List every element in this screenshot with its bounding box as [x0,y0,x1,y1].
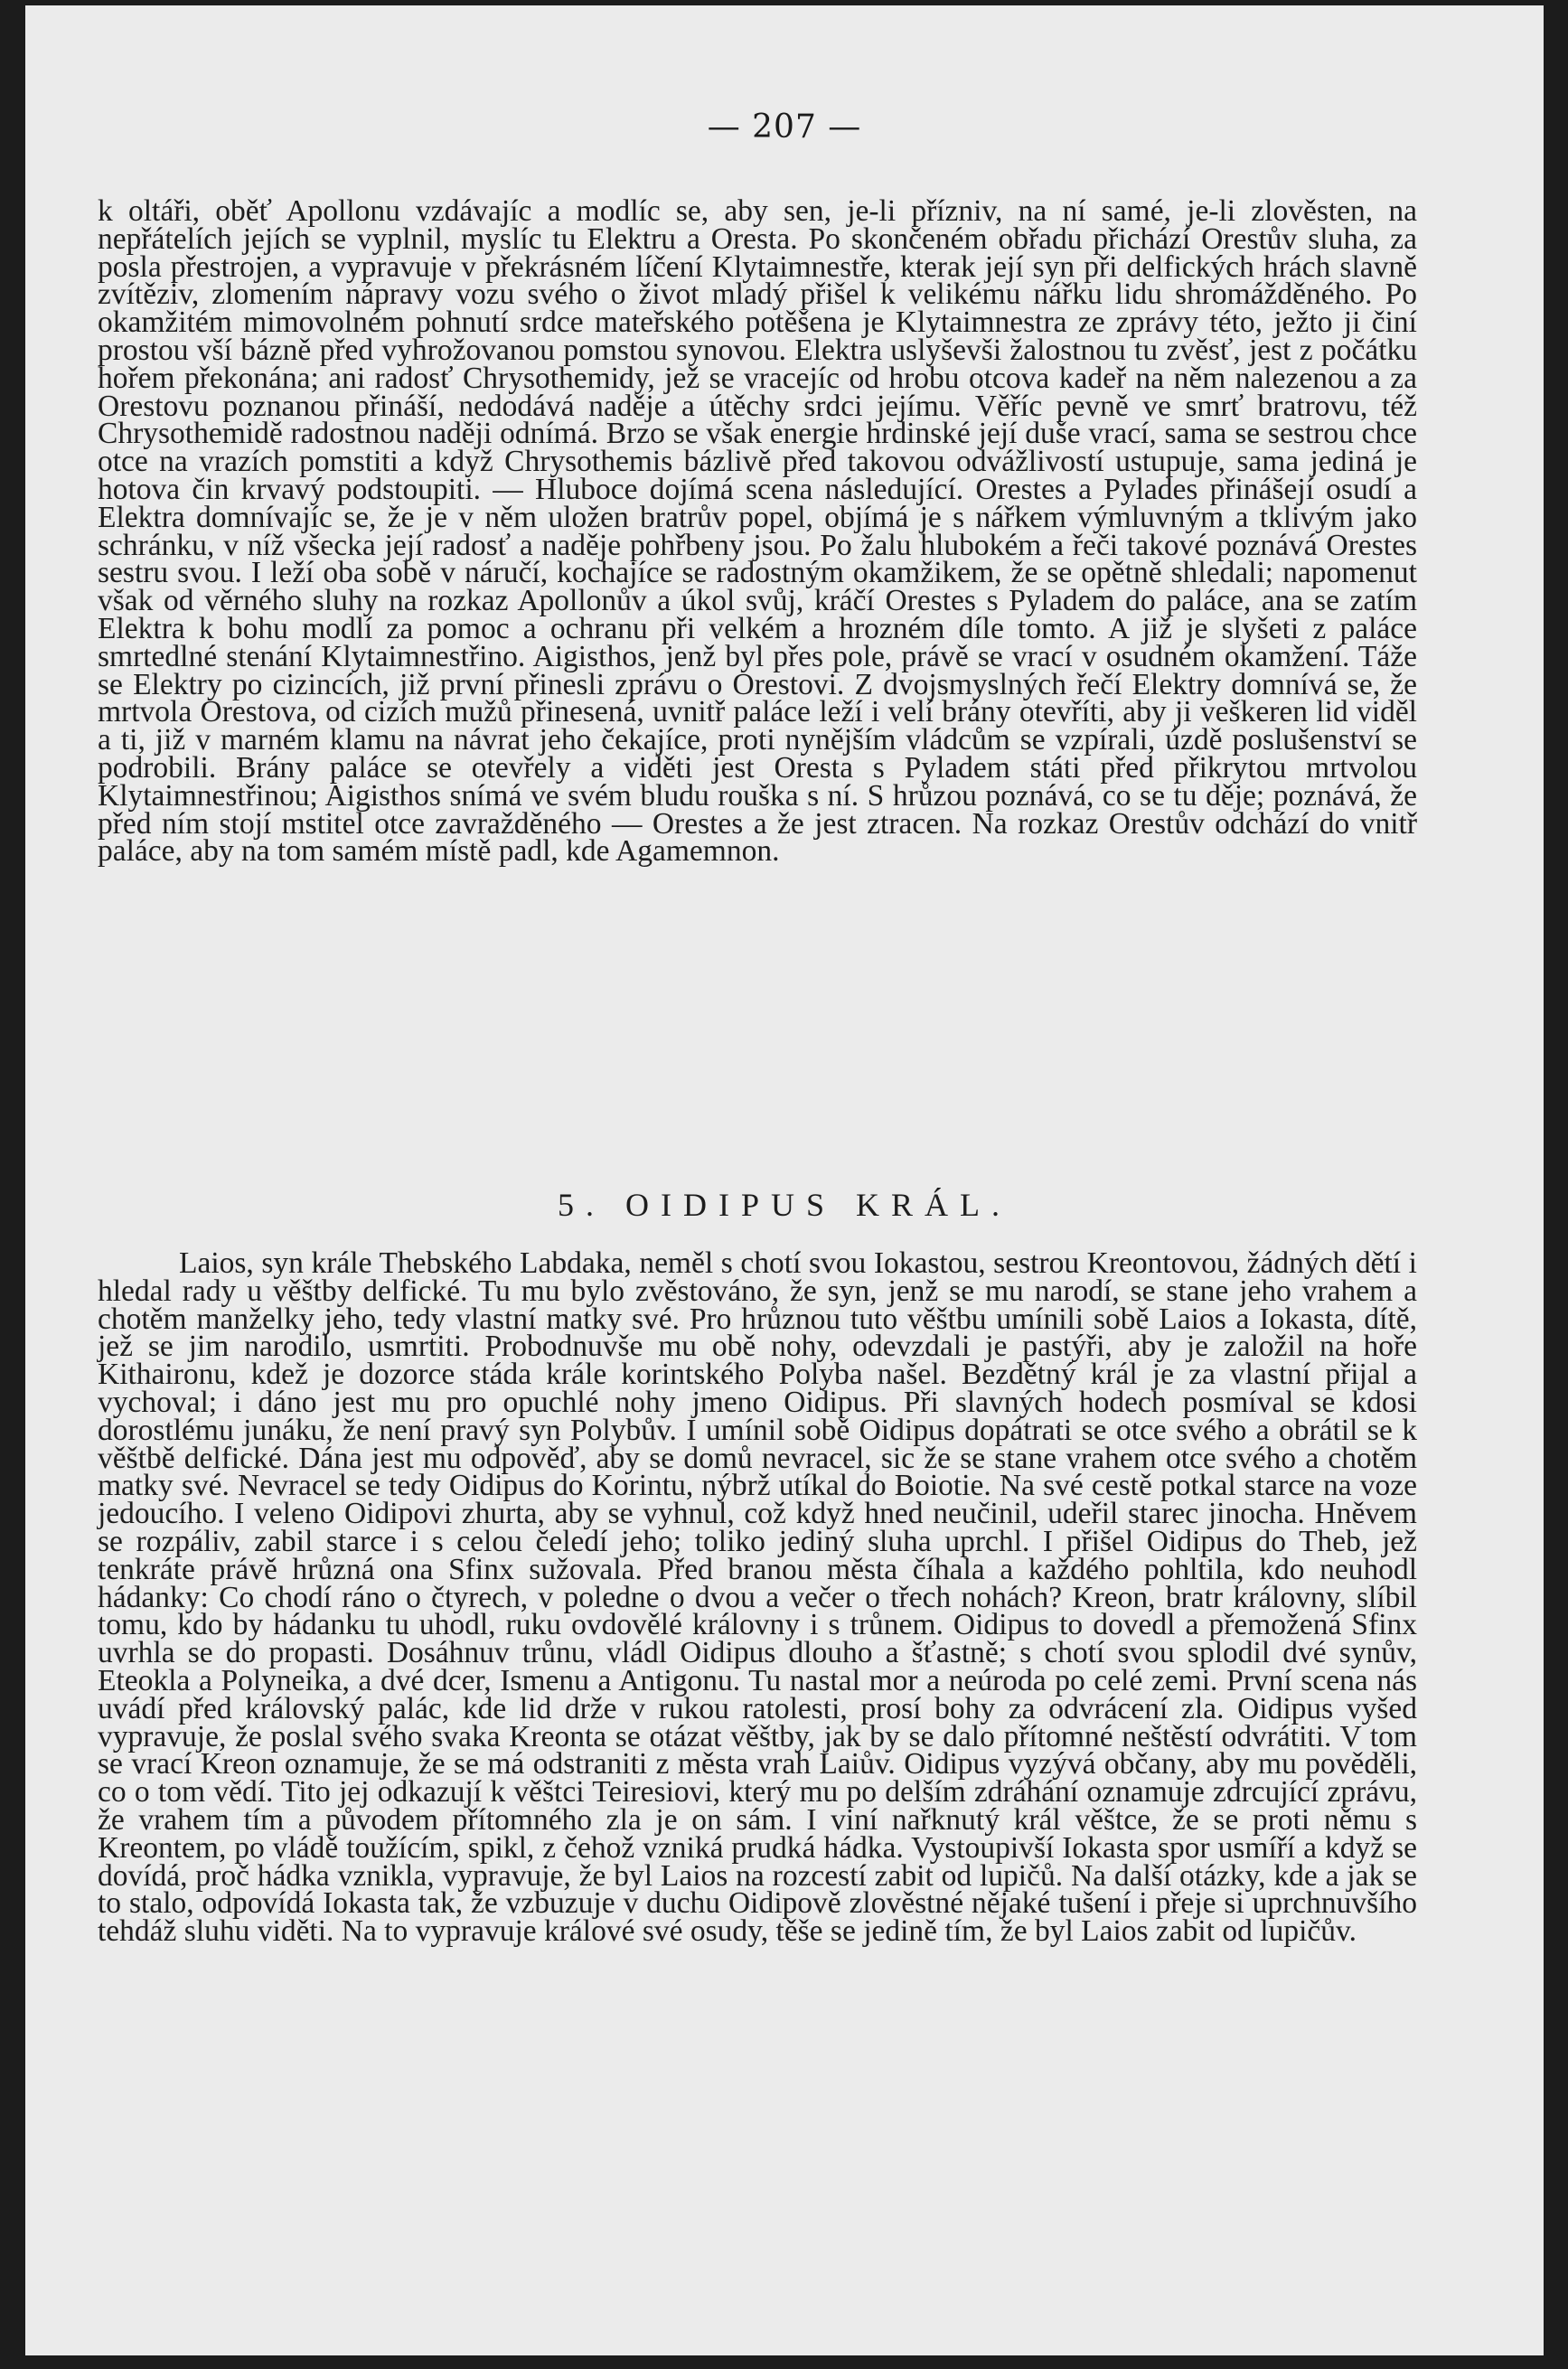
oedipus-summary-paragraph [98,1246,1417,1949]
paragraph-text: k oltáři, oběť Apollonu vzdávajíc a modlíc se, aby sen, je-li přízniv, na ní samé, je-li zlověsten, na nepřátelích jejích se vyplnil, myslíc tu Elektru a Oresta. Po skončeném obřadu přichází Orestův sluha, za posla přestrojen, a vypravuje v překrásném líčení Klytaimnestře, kterak její syn při delfických hrách slavně zvítěziv, zlomením nápravy vozu svého o život mladý přišel k velikému nářku lidu shromážděného. Po okamžitém mimovolném pohnutí srdce mateřského potěšena je Klytaimnestra ze zprávy této, ježto ji činí prostou vší bázně před vyhrožovanou pomstou synovou. Elektra uslyševši žalostnou tu zvěsť, jest z počátku hořem překonána; ani radosť Chrysothemidy, jež se vracejíc od hrobu otcova kadeř na něm nalezenou a za Orestovu poznanou přináší, nedodává naděje a útěchy srdci jejímu. Věříc pevně ve smrť bratrovu, též Chrysothemidě radostnou naději odnímá. Brzo se však energie hrdinské její duše vrací, sama se sestrou chce otce na vrazích pomstiti a když Chrysothemis bázlivě před takovou odvážlivostí ustupuje, sama jediná je hotova čin krvavý podstoupiti. — Hluboce dojímá scena následující. Orestes a Pylades přinášejí osudí a Elektra domnívajíc se, že je v něm uložen bratrův popel, objímá je s nářkem výmluvným a tklivým jako schránku, v níž všecka její radosť a naděje pohřbeny jsou. Po žalu hlubokém a řeči takové poznává Orestes sestru svou. I leží oba sobě v náručí, kochajíce se radostným okamžikem, že se opětně shledali; napomenut však od věrného sluhy na rozkaz Apollonův a úkol svůj, kráčí Orestes s Pyladem do paláce, ana se zatím Elektra k bohu modlí za pomoc a ochranu při velkém a hrozném díle tomto. A již je slyšeti z paláce smrtedlné stenání Klytaimnestřino. Aigisthos, jenž byl přes pole, právě se vrací v osudném okamžení. Táže se Elektry po cizincích, již první přinesli zprávu o Orestovi. Z dvojsmyslných řečí Elektry domnívá se, že mrtvola Orestova, od cizích mužů přinesená, uvnitř paláce leží i velí brány otevříti, aby ji veškeren lid viděl a ti, již v marném klamu na návrat jeho čekajíce, proti nynějším vládcům se vzpírali, úzdě poslušenství se podrobili. Brány paláce se otevřely a viděti jest Oresta s Pyladem státi před přikrytou mrtvolou Klytaimnestřinou; Aigisthos snímá ve svém bludu rouška s ní. S hrůzou poznává, co se tu děje; poznává, že před ním stojí mstitel otce zavražděného — Orestes a že jest ztracen. Na rozkaz Orestův odchází do vnitř paláce, aby na tom samém místě padl, kde Agamemnon. [98,194,1417,869]
paragraph-text: Laios, syn krále Thebského Labdaka, neměl s chotí svou Iokastou, sestrou Kreontovou, žádných dětí i hledal rady u věštby delfické. Tu mu bylo zvěstováno, že syn, jenž se mu narodí, se stane jeho vrahem a chotěm manželky jeho, tedy vlastní matky své. Pro hrůznou tuto věštbu umínili sobě Laios a Iokasta, dítě, jež se jim narodilo, usmrtiti. Probodnuvše mu obě nohy, odevzdali je pastýři, aby je založil na hoře Kithaironu, kdež je dozorce stáda krále korintského Polyba našel. Bezdětný král je za vlastní přijal a vychoval; i dáno jest mu pro opuchlé nohy jmeno Oidipus. Při slavných hodech posmíval se kdosi dorostlému junáku, že není pravý syn Polybův. I umínil sobě Oidipus dopátrati se otce svého a obrátil se k věštbě delfické. Dána jest mu odpověď, aby se domů nevracel, sic že se stane vrahem otce svého a chotěm matky své. Nevracel se tedy Oidipus do Korintu, nýbrž utíkal do Boiotie. Na své cestě potkal starce na voze jedoucího. I veleno Oidipovi zhurta, aby se vyhnul, což když hned neučinil, udeřil starec jinocha. Hněvem se rozpáliv, zabil starce i s celou čeledí jeho; toliko jediný sluha uprchl. I přišel Oidipus do Theb, jež tenkráte právě hrůzná ona Sfinx sužovala. Před branou města číhala a každého pohltila, kdo neuhodl hádanky: Co chodí ráno o čtyrech, v poledne o dvou a večer o třech nohách? Kreon, bratr královny, slíbil tomu, kdo by hádanku tu uhodl, ruku ovdovělé královny i s trůnem. Oidipus to dovedl a přemožená Sfinx uvrhla se do propasti. Dosáhnuv trůnu, vládl Oidipus dlouho a šťastně; s chotí svou splodil dvé synův, Eteokla a Polyneika, a dvé dcer, Ismenu a Antigonu. Tu nastal mor a neúroda po celé zemi. První scena nás uvádí před královský palác, kde lid drže v rukou ratolesti, prosí bohy za odvrácení zla. Oidipus vyšed vypravuje, že poslal svého svaka Kreonta se otázat věštby, jak by se dalo přítomné neštěstí odvrátiti. V tom se vrací Kreon oznamuje, že se má odstraniti z města vrah Laiův. Oidipus vyzývá občany, aby mu pověděli, co o tom vědí. Tito jej odkazují k věštci Teiresiovi, který mu po delším zdráhání oznamuje zdrcující zprávu, že vrahem tím a původem přítomného zla je on sám. I viní nařknutý král věštce, že se proti němu s Kreontem, po vládě toužícím, spikl, z čehož vzniká prudká hádka. Vystoupivší Iokasta spor usmíří a když se dovídá, proč hádka vznikla, vypravuje, že byl Laios na rozcestí zabit od lupičů. Na další otázky, kde a jak se to stalo, odpovídá Iokasta tak, že vzbuzuje v duchu Oidipově zlověstné nějaké tušení i přeje si uprchnuvšího tehdáž sluhu viděti. Na to vypravuje králové své osudy, těše se jedině tím, že byl Laios zabit od lupičův. [98,1246,1417,1949]
book-page [25,5,1544,2355]
page-number: — 207 — [707,108,862,146]
section-heading: 5. OIDIPUS KRÁL. [557,1187,1011,1223]
electra-summary-paragraph [98,194,1417,869]
